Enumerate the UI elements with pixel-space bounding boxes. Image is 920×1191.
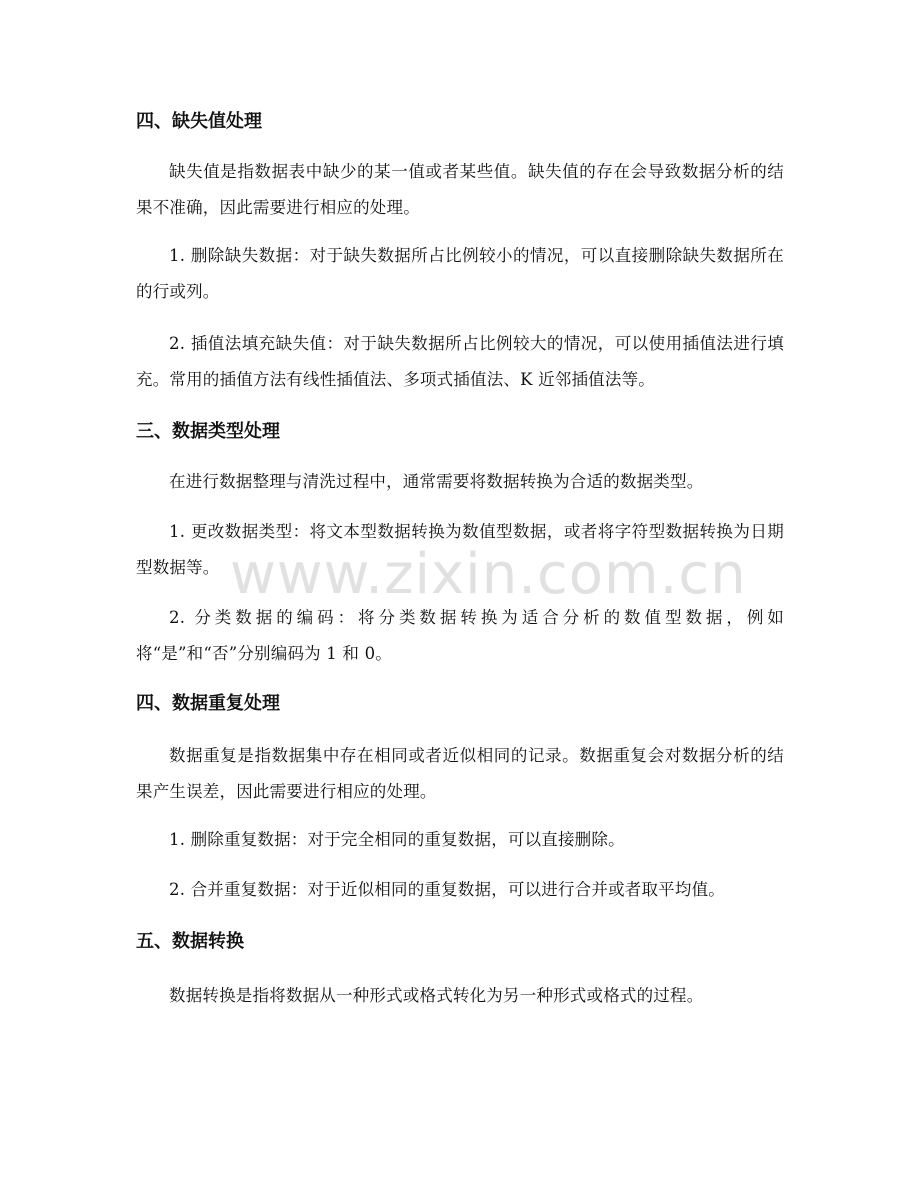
paragraph: 1. 删除重复数据：对于完全相同的重复数据，可以直接删除。 xyxy=(169,830,625,849)
paragraph: 1. 删除缺失数据：对于缺失数据所占比例较小的情况，可以直接删除缺失数据所在的行或列。 xyxy=(136,246,784,301)
paragraph: 2. 插值法填充缺失值：对于缺失数据所占比例较大的情况，可以使用插值法进行填充。常用的插值方法有线性插值法、多项式插值法、K 近邻插值法等。 xyxy=(136,334,784,389)
paragraph: 1. 更改数据类型：将文本型数据转换为数值型数据，或者将字符型数据转换为日期型数据等。 xyxy=(136,522,784,577)
paragraph: 2. 分类数据的编码：将分类数据转换为适合分析的数值型数据，例如将“是”和“否”分别编码为 1 和 0。 xyxy=(136,608,784,663)
paragraph: 缺失值是指数据表中缺少的某一值或者某些值。缺失值的存在会导致数据分析的结果不准确，因此需要进行相应的处理。 xyxy=(136,162,784,217)
section-heading-duplicates: 四、数据重复处理 xyxy=(136,693,280,714)
paragraph: 2. 合并重复数据：对于近似相同的重复数据，可以进行合并或者取平均值。 xyxy=(169,880,725,899)
section-heading-data-transform: 五、数据转换 xyxy=(136,931,244,952)
paragraph: 数据重复是指数据集中存在相同或者近似相同的记录。数据重复会对数据分析的结果产生误差，因此需要进行相应的处理。 xyxy=(136,746,784,801)
section-heading-data-types: 三、数据类型处理 xyxy=(136,421,280,442)
section-heading-missing-values: 四、缺失值处理 xyxy=(136,111,262,132)
paragraph: 在进行数据整理与清洗过程中，通常需要将数据转换为合适的数据类型。 xyxy=(169,472,704,491)
paragraph: 数据转换是指将数据从一种形式或格式转化为另一种形式或格式的过程。 xyxy=(169,986,704,1005)
watermark: www.zixin.com.cn xyxy=(230,542,747,607)
